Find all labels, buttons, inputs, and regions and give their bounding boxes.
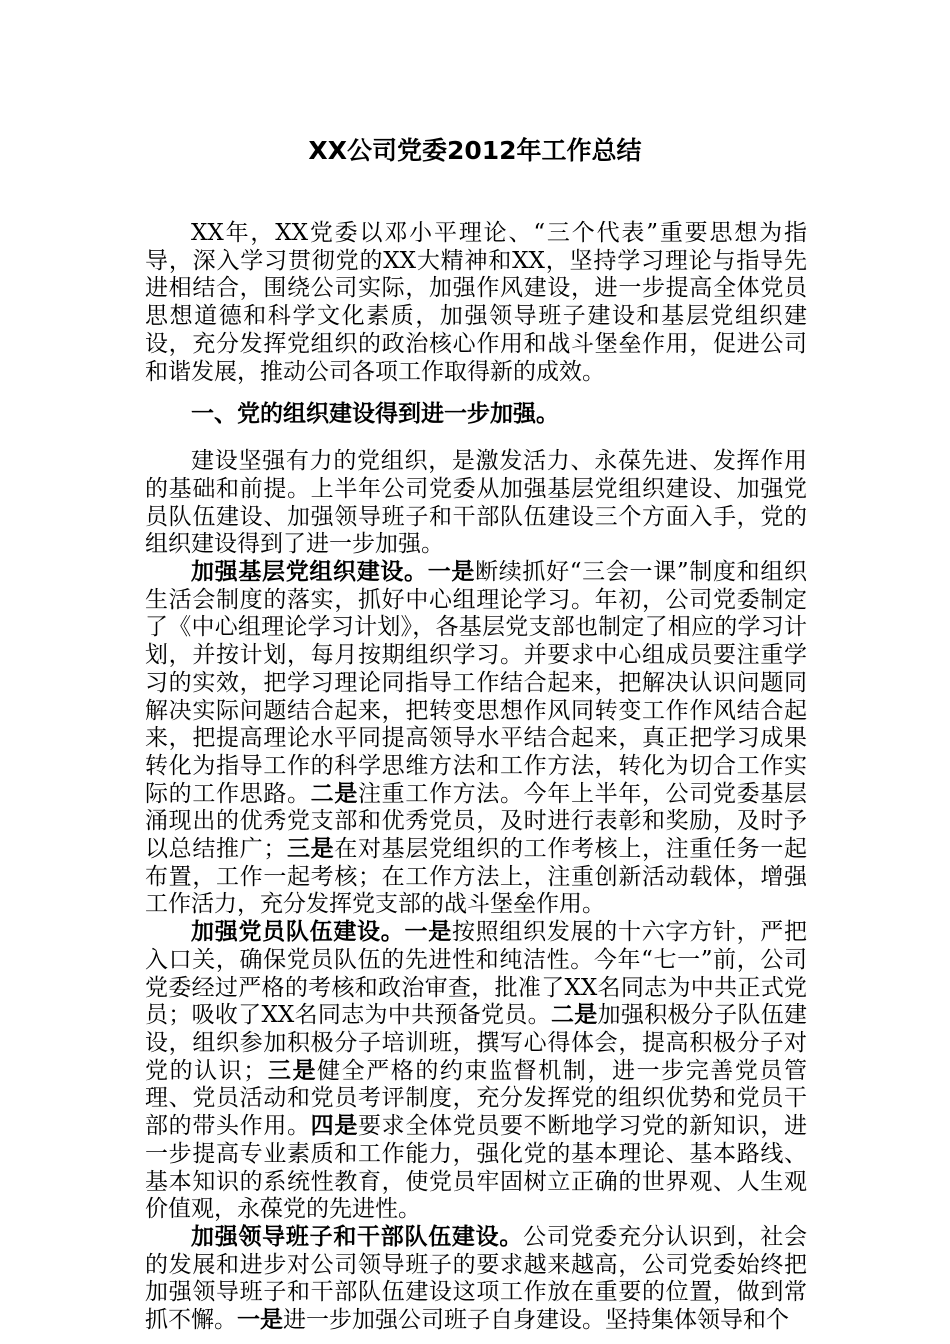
paragraph-text: 加强积极分子队伍建设，组织参加积极分子培训班，撰写心得体会，提高积极分子对党的认识； bbox=[145, 1002, 808, 1084]
paragraph-text: 按照组织发展的十六字方针，严把入口关，确保党员队伍的先进性和纯洁性。今年“七一”前，公司党委经过严格的考核和政治审查，批准了XX名同志为中共正式党员；吸收了XX名同志为中共预备党员。 bbox=[145, 919, 808, 1029]
document-body bbox=[145, 220, 807, 1335]
enumeration-marker: 一是 bbox=[427, 559, 476, 586]
enumeration-marker: 三是 bbox=[266, 1057, 318, 1084]
intro-paragraph: XX年，XX党委以邓小平理论、“三个代表”重要思想为指导，深入学习贯彻党的XX大精神和XX，坚持学习理论与指导先进相结合，围绕公司实际，加强作风建设，进一步提高全体党员思想道德和科学文化素质，加强领导班子建设和基层党组织建设，充分发挥党组织的政治核心作用和战斗堡垒作用，促进公司和谐发展，推动公司各项工作取得新的成效。 bbox=[145, 220, 807, 385]
paragraph-lead: 加强基层党组织建设。 bbox=[191, 559, 428, 586]
section-heading: 一、党的组织建设得到进一步加强。 bbox=[191, 401, 559, 428]
paragraph-text: 要求全体党员要不断地学习党的新知识，进一步提高专业素质和工作能力，强化党的基本理论、基本路线、基本知识的系统性教育，使党员牢固树立正确的世界观、人生观价值观，永葆党的先进性。 bbox=[145, 1113, 808, 1223]
enumeration-marker: 三是 bbox=[286, 836, 335, 863]
paragraph-text: 进一步加强公司班子自身建设。坚持集体领导和个 bbox=[283, 1307, 789, 1334]
paragraph-lead: 加强党员队伍建设。 bbox=[191, 919, 405, 946]
enumeration-marker: 二是 bbox=[310, 780, 359, 807]
enumeration-marker: 二是 bbox=[550, 1002, 598, 1029]
paragraph-text: 公司党委充分认识到，社会的发展和进步对公司领导班子的要求越来越高，公司党委始终把加强领导班子和干部队伍建设这项工作放在重要的位置，做到常抓不懈。 bbox=[145, 1223, 808, 1334]
paragraph-text: 健全严格的约束监督机制，进一步完善党员管理、党员活动和党员考评制度，充分发挥党的组织优势和党员干部的带头作用。 bbox=[145, 1057, 808, 1140]
grassroots-organization-paragraph bbox=[145, 559, 807, 919]
enumeration-marker: 四是 bbox=[310, 1113, 359, 1140]
section-intro-paragraph: 建设坚强有力的党组织，是激发活力、永葆先进、发挥作用的基础和前提。上半年公司党委从加强基层党组织建设、加强党员队伍建设、加强领导班子和干部队伍建设三个方面入手，党的组织建设得到了进一步加强。 bbox=[145, 448, 807, 558]
paragraph-text: 在对基层党组织的工作考核上，注重任务一起布置，工作一起考核；在工作方法上，注重创新活动载体，增强工作活力，充分发挥党支部的战斗堡垒作用。 bbox=[145, 836, 808, 918]
enumeration-marker: 一是 bbox=[237, 1307, 283, 1334]
paragraph-text: 断续抓好“三会一课”制度和组织生活会制度的落实，抓好中心组理论学习。年初，公司党委制定了《中心组理论学习计划》，各基层党支部也制定了相应的学习计划，并按计划，每月按期组织学习。并要求中心组成员要注重学习的实效，把学习理论同指导工作结合起来，把解决认识问题同解决实际问题结合起来，把转变思想作风同转变工作作风结合起来，把提高理论水平同提高领导水平结合起来，真正把学习成果转化为指导工作的科学思维方法和工作方法，转化为切合工作实际的工作思路。 bbox=[145, 559, 807, 807]
paragraph-text: 注重工作方法。今年上半年，公司党委基层涌现出的优秀党支部和优秀党员，及时进行表彰和奖励，及时予以总结推广； bbox=[145, 780, 808, 863]
leadership-team-paragraph bbox=[145, 1224, 807, 1335]
party-member-team-paragraph bbox=[145, 919, 807, 1224]
paragraph-lead: 加强领导班子和干部队伍建设。 bbox=[191, 1223, 524, 1250]
document-title: XX公司党委2012年工作总结 bbox=[308, 136, 642, 165]
enumeration-marker: 一是 bbox=[404, 919, 452, 946]
